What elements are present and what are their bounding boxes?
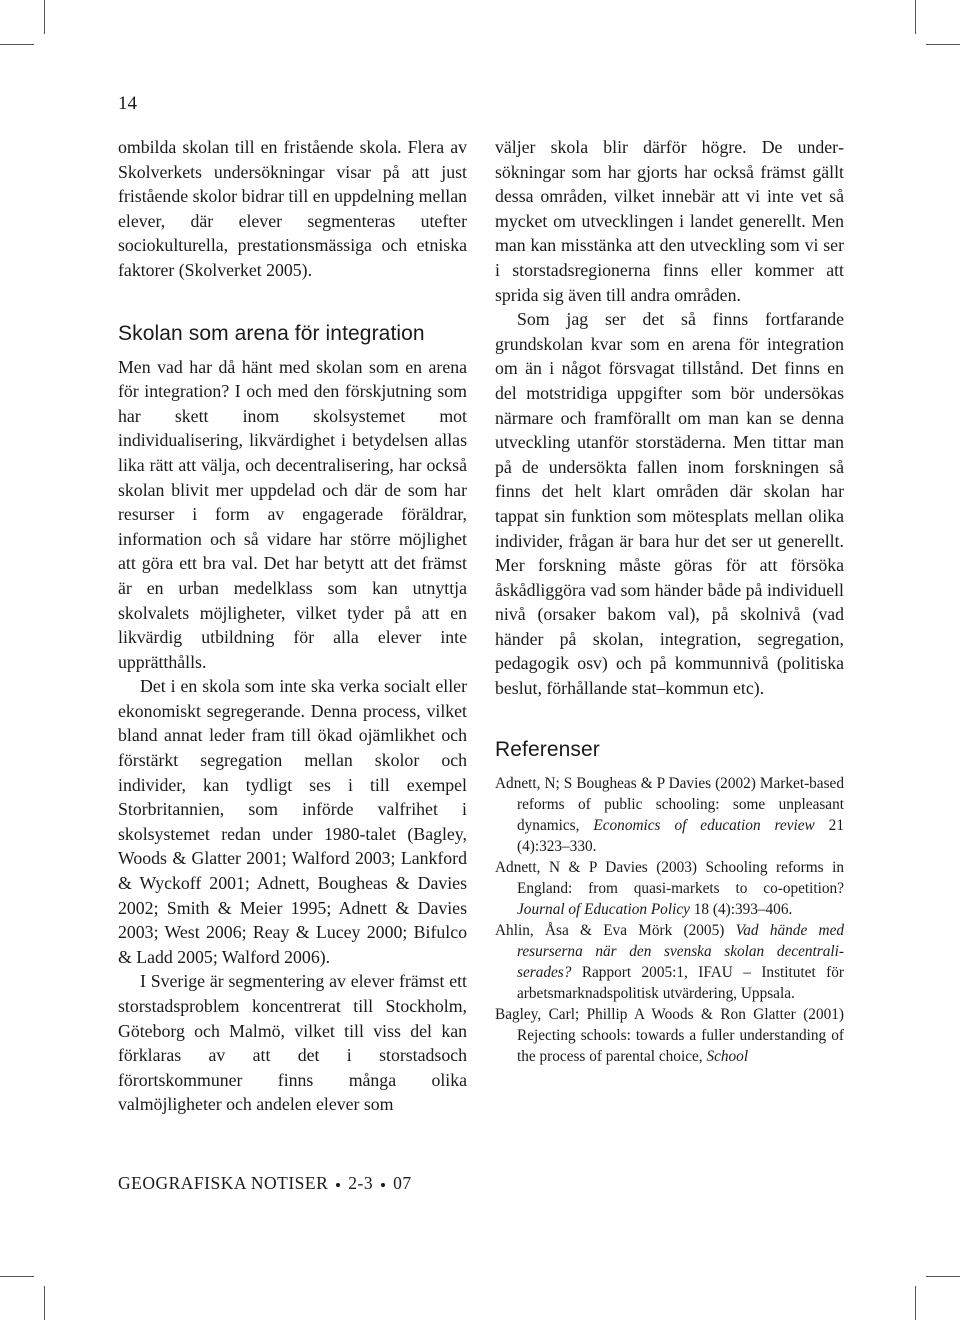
journal-name: GEOGRAFISKA NOTISER [118, 1173, 329, 1193]
issue-year: 07 [393, 1173, 412, 1193]
paragraph: I Sverige är segmentering av elever främst ett storstadsproblem koncentrerat till Stockholm, Göteborg och Malmö, vilket till viss del kan förklaras av att det i storstadsoch förortskommuner finns många olika valmöjligheter och andelen elever som [118, 971, 467, 1115]
crop-mark [915, 0, 916, 34]
reference-text: Rapport 2005:1, IFAU – Institutet för arbetsmarknadspolitisk utvärdering, Uppsala. [517, 963, 844, 1002]
paragraph: ombilda skolan till en fristående skola. Flera av Skolverkets undersökningar visar på att just fristående skolor bidrar till en uppdelning mellan elever, där elever segmenteras utefter sociokulturella, prestationsmässiga och etniska faktorer (Skolverket 2005). [118, 137, 467, 280]
paragraph: Som jag ser det så finns fortfarande grundskolan kvar som en arena för integration om än i något försvagat tillstånd. Det finns en del motstridiga uppgifter som bör undersökas närmare och framförallt om man kan se denna utveckling utanför storstäderna. Men tittar man på de undersökta fallen inom forskningen så finns det helt klart områden där skolan har tappat sin funktion som mötesplats mellan olika individer, frågan är bara hur det ser ut generellt. Mer forskning måste göras för att försöka åskådliggöra vad som händer både på individuell nivå (orsaker bakom val), på skolnivå (vad händer på skolan, integration, segregation, pedagogik osv) och på kommunnivå (politiska beslut, förhållande stat–kommun etc). [495, 309, 844, 699]
reference-text: 21 (4):323–330. [517, 816, 844, 855]
paragraph: Men vad har då hänt med skolan som en arena för integration? I och med den förskjutning som har skett inom skolsystemet mot individualisering, likvärdighet i betydelsen allas lika rätt att välja, och decentralisering, har också skolan blivit mer uppdelad och där de som har resurser i form av engagerade föräldrar, information och så vidare har större möjlighet att göra ett bra val. Det har betytt att det främst är en urban medelklass som kan utnyttja skolvalets möjligheter, vilket tyder på att en likvärdig utbildning för alla elever inte upprätthålls. [118, 356, 467, 672]
reference-title: Economics of education review [593, 816, 815, 834]
reference-text: Bagley, Carl; Phillip A Woods & Ron Glatter (2001) Rejecting schools: towards a fuller understanding of the process of parental choice, [495, 1005, 844, 1065]
reference-item [495, 857, 844, 920]
issue-number: 2-3 [348, 1173, 374, 1193]
reference-item [495, 1004, 844, 1067]
footer [118, 1173, 412, 1194]
crop-mark [44, 1286, 45, 1320]
crop-mark [926, 44, 960, 45]
page-number: 14 [118, 93, 137, 114]
reference-text: Adnett, N & P Davies (2003) Schooling reforms in England: from quasi-markets to co-opetition? [495, 858, 844, 897]
references-heading: Referenser [495, 737, 600, 761]
separator-dot [336, 1183, 340, 1187]
reference-text: Ahlin, Åsa & Eva Mörk (2005) [495, 921, 736, 939]
reference-text: Adnett, N; S Bougheas & P Davies (2002) Market-based reforms of public schooling: some unpleasant dynamics, [495, 774, 844, 834]
separator-dot [381, 1183, 385, 1187]
crop-mark [926, 1276, 960, 1277]
reference-title: School [706, 1047, 749, 1065]
crop-mark [44, 0, 45, 34]
crop-mark [915, 1286, 916, 1320]
reference-title: Vad hände med resurserna när den svenska skolan decentraliserades? [517, 921, 845, 981]
crop-mark [0, 44, 34, 45]
reference-title: Journal of Education Policy [517, 900, 690, 918]
paragraph: väljer skola blir därför högre. De undersökningar som har gjorts har också främst gällt dessa områden, vilket innebär att vi inte vet så mycket om utvecklingen i landet generellt. Men man kan misstänka att den utveckling som vi ser i storstadsregionerna finns eller kommer att sprida sig även till andra områden. [495, 137, 844, 305]
reference-item [495, 773, 844, 857]
left-column [118, 135, 467, 1117]
right-column [495, 135, 844, 1067]
reference-item [495, 920, 844, 1004]
reference-list [495, 773, 844, 1067]
section-heading: Skolan som arena för integration [118, 321, 425, 345]
paragraph: Det i en skola som inte ska verka socialt eller ekonomiskt segregerande. Denna process, vilket bland annat leder fram till ökad ojämlikhet och förstärkt segregation mellan skolor och individer, kan tydligt ses i till exempel Storbritannien, som införde valfrihet i skolsystemet redan under 1980-talet (Bagley, Woods & Glatter 2001; Walford 2003; Lankford & Wyckoff 2001; Adnett, Bougheas & Davies 2002; Smith & Meier 1995; Adnett & Davies 2003; West 2006; Reay & Lucey 2000; Bifulco & Ladd 2005; Walford 2006). [118, 676, 467, 967]
crop-mark [0, 1276, 34, 1277]
reference-text: 18 (4):393–406. [689, 900, 793, 918]
